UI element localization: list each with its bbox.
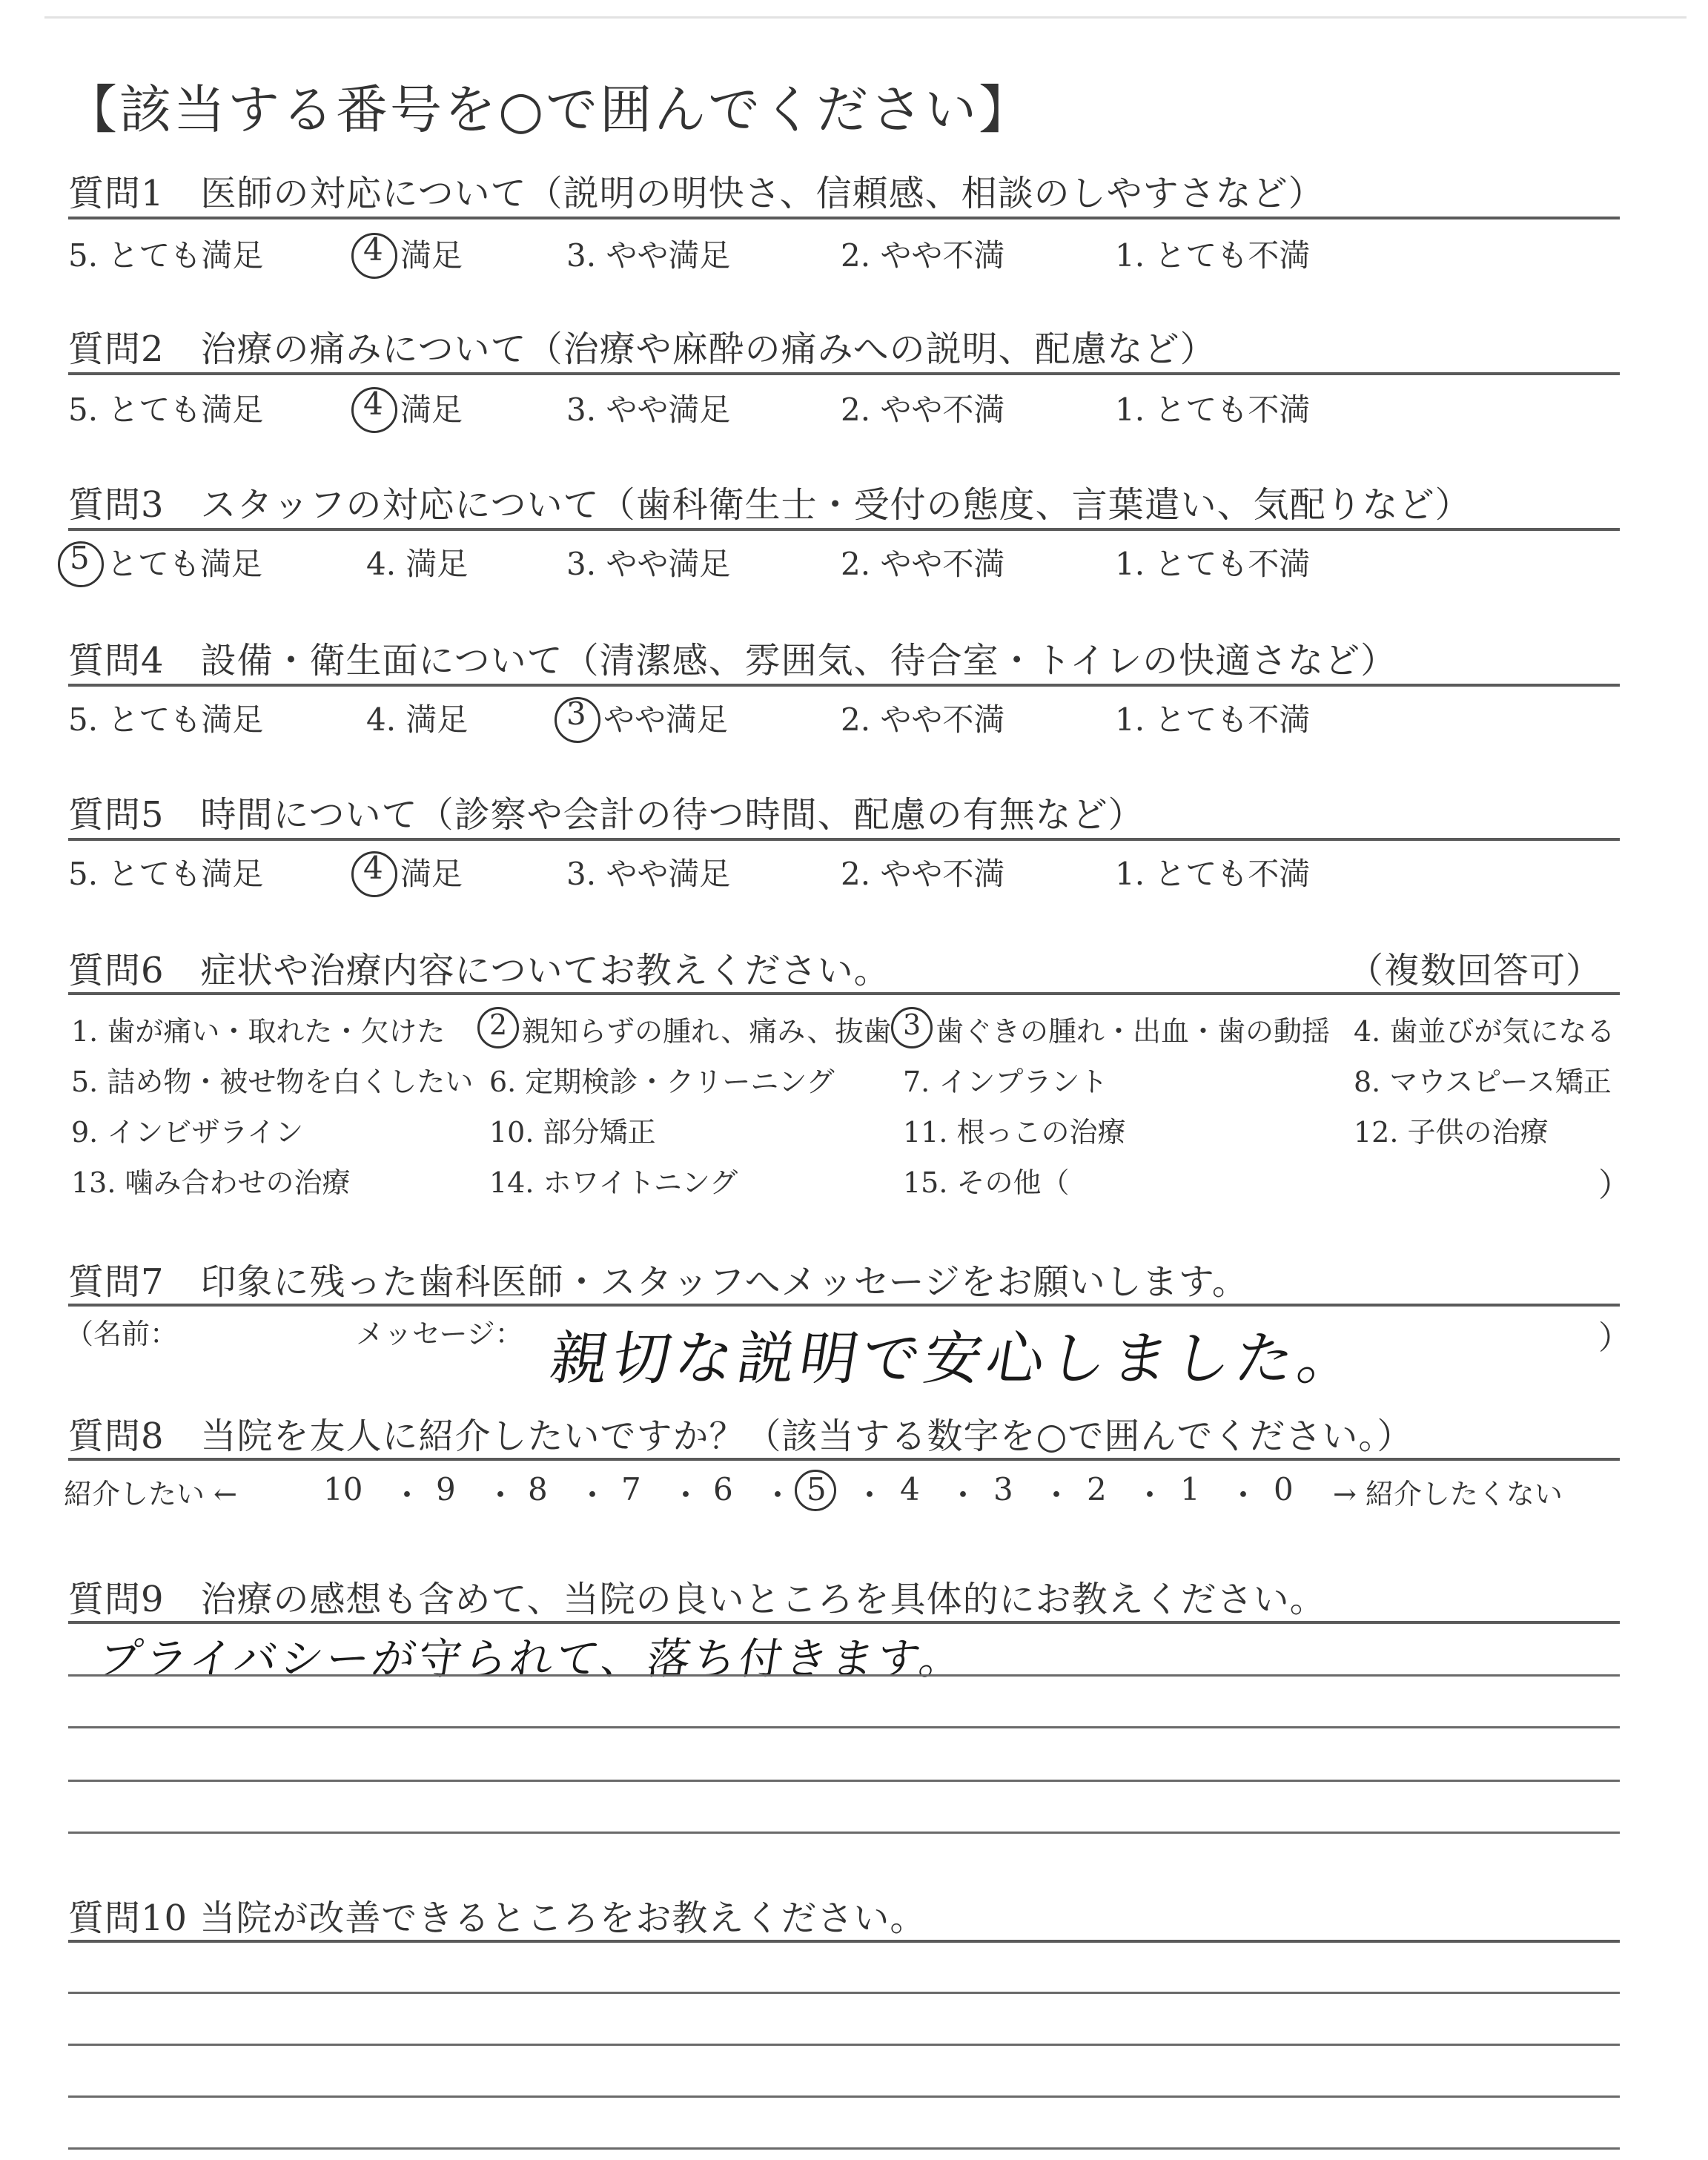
q2-option-3[interactable]: 3. やや満足 bbox=[566, 392, 731, 428]
q7-close-paren: ） bbox=[1598, 1319, 1631, 1357]
q8-rule bbox=[68, 1458, 1620, 1461]
q6-option-1[interactable]: 1. 歯が痛い・取れた・欠けた bbox=[71, 1015, 446, 1048]
q2-option-5[interactable]: 5. とても満足 bbox=[68, 392, 264, 428]
q6-option-15[interactable]: 15. その他（ bbox=[903, 1166, 1070, 1199]
q6-option-7[interactable]: 7. インプラント bbox=[903, 1066, 1108, 1098]
q3-option-3[interactable]: 3. やや満足 bbox=[566, 546, 731, 582]
q8-dot: ・ bbox=[854, 1477, 886, 1513]
q10-writing-line bbox=[68, 1992, 1620, 1994]
q4-option-1[interactable]: 1. とても不満 bbox=[1115, 701, 1311, 738]
q9-writing-line bbox=[68, 1832, 1620, 1834]
q5-title: 質問5 時間について（診察や会計の待つ時間、配慮の有無など） bbox=[68, 794, 1145, 836]
q3-title: 質問3 スタッフの対応について（歯科衛生士・受付の態度、言葉遣い、気配りなど） bbox=[68, 484, 1472, 526]
q8-dot: ・ bbox=[391, 1477, 423, 1513]
q3-option-1[interactable]: 1. とても不満 bbox=[1115, 546, 1311, 582]
q6-option-3-label[interactable]: 歯ぐきの腫れ・出血・歯の動揺 bbox=[936, 1015, 1331, 1048]
q6-option-13[interactable]: 13. 噛み合わせの治療 bbox=[71, 1166, 351, 1199]
q3-option-5-number[interactable]: 5 bbox=[70, 540, 90, 576]
q5-option-1[interactable]: 1. とても不満 bbox=[1115, 856, 1311, 892]
q1-option-5[interactable]: 5. とても満足 bbox=[68, 237, 264, 274]
q6-option-10[interactable]: 10. 部分矯正 bbox=[489, 1116, 656, 1149]
q7-message-label: メッセージ： bbox=[356, 1318, 523, 1350]
q10-title: 質問10 当院が改善できるところをお教えください。 bbox=[68, 1898, 927, 1939]
q6-option-2-number[interactable]: 2 bbox=[489, 1008, 508, 1041]
q2-title: 質問2 治療の痛みについて（治療や麻酔の痛みへの説明、配慮など） bbox=[68, 328, 1217, 370]
q2-rule bbox=[68, 372, 1620, 375]
q9-title: 質問9 治療の感想も含めて、当院の良いところを具体的にお教えください。 bbox=[68, 1579, 1326, 1620]
q1-option-2[interactable]: 2. やや不満 bbox=[841, 237, 1005, 274]
q6-option-4[interactable]: 4. 歯並びが気になる bbox=[1354, 1015, 1615, 1048]
q9-writing-line bbox=[68, 1674, 1620, 1677]
q6-option-8[interactable]: 8. マウスピース矯正 bbox=[1354, 1066, 1612, 1098]
q8-dot: ・ bbox=[670, 1477, 702, 1513]
q4-option-2[interactable]: 2. やや不満 bbox=[841, 701, 1005, 738]
q6-option-2-label[interactable]: 親知らずの腫れ、痛み、抜歯 bbox=[522, 1015, 892, 1048]
q1-option-3[interactable]: 3. やや満足 bbox=[566, 237, 731, 274]
q8-right-label: → 紹介したくない bbox=[1333, 1478, 1563, 1510]
q5-option-4-number[interactable]: 4 bbox=[363, 850, 383, 886]
q6-option-5[interactable]: 5. 詰め物・被せ物を白くしたい bbox=[71, 1066, 474, 1098]
q2-option-4-number[interactable]: 4 bbox=[363, 386, 383, 422]
q8-dot: ・ bbox=[577, 1477, 609, 1513]
q10-writing-line bbox=[68, 2147, 1620, 2150]
q8-scale-0[interactable]: 0 bbox=[1274, 1471, 1294, 1507]
q4-option-4[interactable]: 4. 満足 bbox=[366, 701, 469, 738]
q6-option-6[interactable]: 6. 定期検診・クリーニング bbox=[489, 1066, 835, 1098]
q10-writing-line bbox=[68, 2095, 1620, 2098]
q3-option-5-label[interactable]: とても満足 bbox=[107, 546, 263, 582]
q8-dot: ・ bbox=[762, 1477, 794, 1513]
q7-message-handwritten[interactable]: 親切な説明で安心しました。 bbox=[545, 1326, 1366, 1393]
top-rule bbox=[44, 16, 1687, 19]
q1-option-1[interactable]: 1. とても不満 bbox=[1115, 237, 1311, 274]
q8-scale-7[interactable]: 7 bbox=[621, 1471, 641, 1507]
q8-left-label: 紹介したい ← bbox=[64, 1478, 237, 1510]
q8-dot: ・ bbox=[1228, 1477, 1260, 1513]
q4-rule bbox=[68, 684, 1620, 687]
q2-option-4-label[interactable]: 満足 bbox=[400, 392, 463, 428]
q6-other-close-paren: ） bbox=[1598, 1166, 1631, 1204]
q5-option-3[interactable]: 3. やや満足 bbox=[566, 856, 731, 892]
q8-scale-8[interactable]: 8 bbox=[528, 1471, 548, 1507]
q6-title: 質問6 症状や治療内容についてお教えください。 bbox=[68, 950, 890, 991]
q2-option-2[interactable]: 2. やや不満 bbox=[841, 392, 1005, 428]
q5-option-4-label[interactable]: 満足 bbox=[400, 856, 463, 892]
q8-scale-1[interactable]: 1 bbox=[1180, 1471, 1200, 1507]
q6-option-12[interactable]: 12. 子供の治療 bbox=[1354, 1116, 1549, 1149]
q3-option-4[interactable]: 4. 満足 bbox=[366, 546, 469, 582]
q6-note: （複数回答可） bbox=[1348, 950, 1603, 991]
q3-rule bbox=[68, 528, 1620, 531]
q2-option-1[interactable]: 1. とても不満 bbox=[1115, 392, 1311, 428]
page-title: 【該当する番号を○で囲んでください】 bbox=[65, 79, 1033, 140]
q5-option-5[interactable]: 5. とても満足 bbox=[68, 856, 264, 892]
q5-option-2[interactable]: 2. やや不満 bbox=[841, 856, 1005, 892]
q4-option-3-number[interactable]: 3 bbox=[566, 696, 586, 732]
q4-title: 質問4 設備・衛生面について（清潔感、雰囲気、待合室・トイレの快適さなど） bbox=[68, 640, 1397, 681]
q1-rule bbox=[68, 217, 1620, 219]
q7-rule bbox=[68, 1304, 1620, 1307]
q8-dot: ・ bbox=[1134, 1477, 1166, 1513]
q8-dot: ・ bbox=[1041, 1477, 1073, 1513]
q8-scale-9[interactable]: 9 bbox=[436, 1471, 456, 1507]
q3-option-2[interactable]: 2. やや不満 bbox=[841, 546, 1005, 582]
q8-dot: ・ bbox=[485, 1477, 517, 1513]
q9-answer-handwritten[interactable]: プライバシーが守られて、落ち付きます。 bbox=[94, 1634, 970, 1684]
q6-option-3-number[interactable]: 3 bbox=[903, 1008, 921, 1041]
q8-dot: ・ bbox=[947, 1477, 979, 1513]
q8-scale-6[interactable]: 6 bbox=[713, 1471, 733, 1507]
q6-rule bbox=[68, 992, 1620, 995]
q7-title: 質問7 印象に残った歯科医師・スタッフへメッセージをお願いします。 bbox=[68, 1261, 1248, 1303]
q1-title: 質問1 医師の対応について（説明の明快さ、信頼感、相談のしやすさなど） bbox=[68, 173, 1325, 214]
q1-option-4-label[interactable]: 満足 bbox=[400, 237, 463, 274]
q10-writing-line bbox=[68, 2044, 1620, 2046]
q6-option-9[interactable]: 9. インビザライン bbox=[71, 1116, 304, 1149]
q5-rule bbox=[68, 838, 1620, 841]
q7-name-label: （名前： bbox=[65, 1318, 179, 1350]
q1-option-4-number[interactable]: 4 bbox=[363, 231, 383, 268]
q9-writing-line bbox=[68, 1780, 1620, 1782]
q9-writing-line bbox=[68, 1726, 1620, 1728]
q8-scale-3[interactable]: 3 bbox=[993, 1471, 1013, 1507]
q8-title: 質問8 当院を友人に紹介したいですか？（該当する数字を○で囲んでください。） bbox=[68, 1416, 1414, 1457]
q8-scale-2[interactable]: 2 bbox=[1087, 1471, 1107, 1507]
q4-option-5[interactable]: 5. とても満足 bbox=[68, 701, 264, 738]
q8-scale-10[interactable]: 10 bbox=[323, 1471, 363, 1507]
q8-scale-5[interactable]: 5 bbox=[807, 1471, 827, 1507]
q6-option-11[interactable]: 11. 根っこの治療 bbox=[903, 1116, 1126, 1149]
q10-rule bbox=[68, 1940, 1620, 1943]
q4-option-3-label[interactable]: やや満足 bbox=[603, 701, 729, 738]
q6-option-14[interactable]: 14. ホワイトニング bbox=[489, 1166, 738, 1199]
q8-scale-4[interactable]: 4 bbox=[900, 1471, 920, 1507]
